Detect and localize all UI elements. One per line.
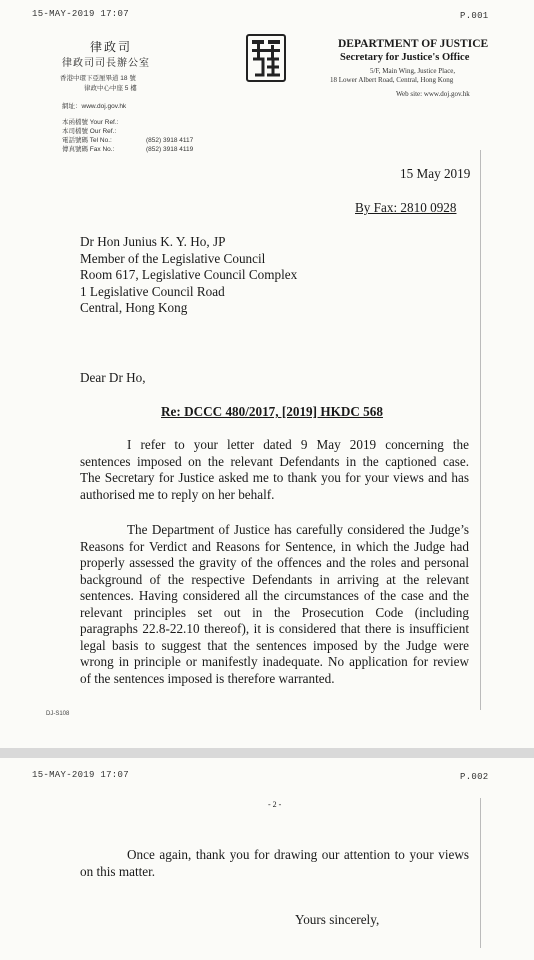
department-name: DEPARTMENT OF JUSTICE [338,38,489,50]
closing-paragraph [80,847,469,880]
paragraph-line: properly assessed the gravity of the offences and the roles and personal [80,555,469,570]
paragraph-line: background of the respective Defendants in arriving at the relevant [80,571,469,587]
page-number: - 2 - [268,800,282,809]
department-seal-icon [246,34,286,82]
letter-date: 15 May 2019 [400,166,471,181]
form-code: DJ-S108 [46,711,70,717]
paragraph-line: sentences. Having considered all the circumstances of the case and the [80,588,469,603]
fax-number: By Fax: 2810 0928 [355,200,457,215]
fax-timestamp: 15-MAY-2019 17:07 [32,9,129,19]
chinese-office-name: 律政司司長辦公室 [62,58,150,69]
chinese-website: 網址：www.doj.gov.hk [62,103,127,110]
paragraph-line: wrong in principle or manifestly inadequate. No application for review [80,654,469,669]
recipient-line: Member of the Legislative Council [80,250,266,266]
paragraph-line: on this matter. [80,863,156,879]
recipient-line: Central, Hong Kong [80,300,188,315]
sign-off: Yours sincerely, [295,912,380,927]
paragraph-line: relevant principles set out in the Prosecution Code (including [80,604,469,620]
fax-page-number: P.001 [460,11,489,21]
fax-timestamp: 15-MAY-2019 17:07 [32,770,129,780]
paragraph-line: The Department of Justice has carefully considered the Judge’s [127,522,469,537]
page-edge-line [480,798,481,948]
address-line-1: 5/F, Main Wing, Justice Place, [370,67,456,75]
recipient-line: Room 617, Legislative Council Complex [80,267,298,282]
reference-block [62,118,193,154]
paragraph-line: of the sentences imposed is therefore warranted. [80,670,335,686]
chinese-address-line-2: 律政中心中座 5 樓 [84,85,137,92]
paragraph-line: sentences imposed on the relevant Defendants in the captioned case. [80,453,469,469]
paragraph-line: Once again, thank you for drawing our attention to your views [127,847,469,862]
chinese-address-line-1: 香港中環下亞厘畢道 18 號 [60,75,136,82]
address-line-2: 18 Lower Albert Road, Central, Hong Kong [330,76,454,84]
chinese-department-name: 律政司 [90,40,133,54]
paragraph-line: legal basis to suggest that the sentences imposed by the Judge were [80,637,469,653]
paragraph-line: I refer to your letter dated 9 May 2019 concerning the [127,437,469,452]
ref-row: 電話號碼 Tel No.: (852) 3918 4117 [62,137,194,144]
ref-row: 本函檔號 Your Ref.: [62,119,119,126]
paragraph-1 [80,437,469,503]
subject-line: Re: DCCC 480/2017, [2019] HKDC 568 [161,404,383,419]
recipient-line: Dr Hon Junius K. Y. Ho, JP [80,234,226,249]
paragraph-2 [80,522,469,687]
page-edge-line [480,150,481,710]
fax-page-number: P.002 [460,772,489,782]
fax-page-2 [0,758,534,960]
recipient-address [80,234,297,317]
salutation: Dear Dr Ho, [80,370,146,385]
paragraph-line: The Secretary for Justice asked me to thank you for your views and has [80,470,469,485]
paragraph-line: paragraphs 22.8-22.10 thereof), it is considered that there is insufficient [80,621,469,636]
paragraph-line: Reasons for Verdict and Reasons for Sentence, in which the Judge had [80,538,469,554]
office-name: Secretary for Justice's Office [340,52,470,63]
recipient-line: 1 Legislative Council Road [80,283,225,299]
ref-row: 傳真號碼 Fax No.: (852) 3918 4119 [62,146,194,153]
website: Web site: www.doj.gov.hk [396,90,470,98]
ref-row: 本司檔號 Our Ref.: [62,128,117,135]
paragraph-line: authorised me to reply on her behalf. [80,486,275,502]
